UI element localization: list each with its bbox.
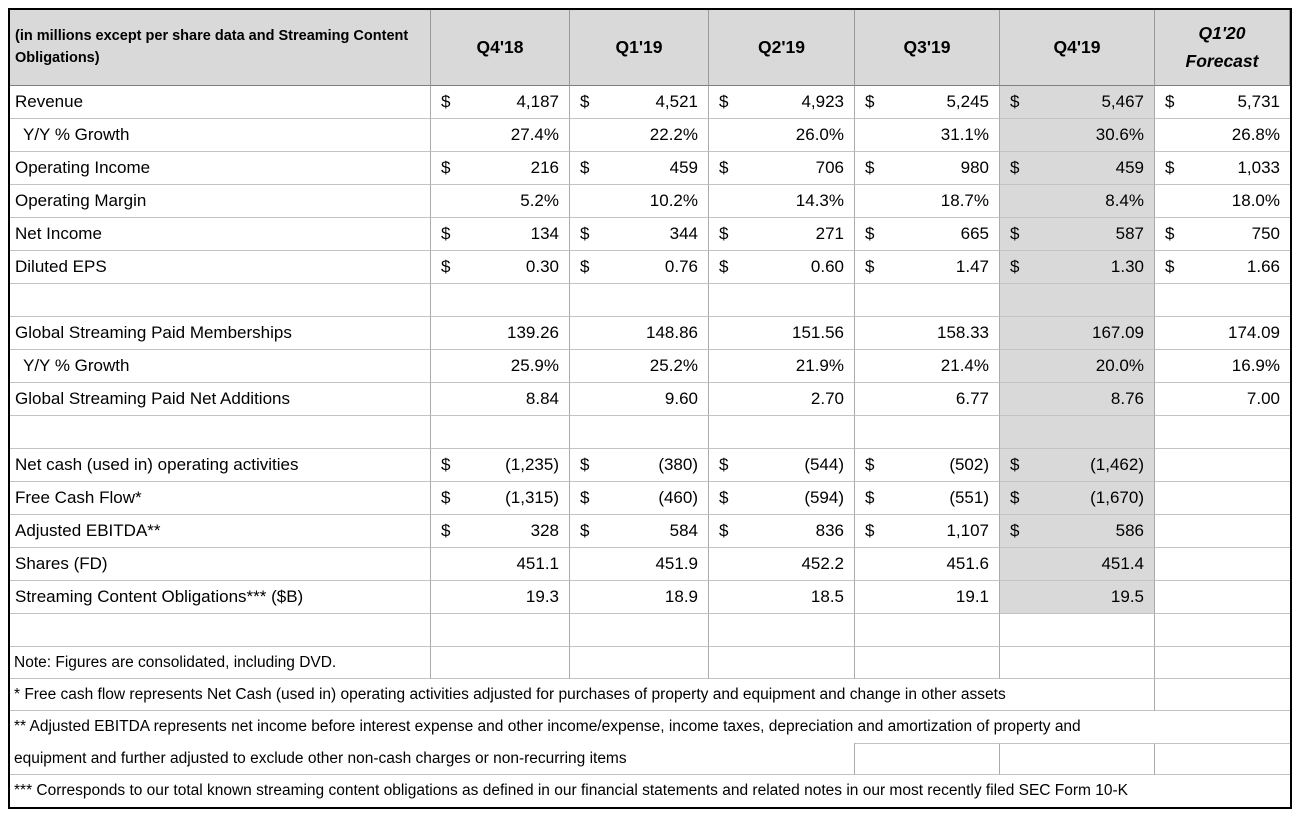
cell-value: 586 bbox=[1115, 521, 1144, 540]
cell bbox=[855, 350, 1000, 383]
row-label bbox=[10, 416, 431, 449]
cell-value: (380) bbox=[658, 455, 698, 474]
currency-symbol: $ bbox=[719, 455, 729, 474]
row-label: Revenue bbox=[10, 86, 431, 119]
cell bbox=[431, 449, 570, 482]
cell bbox=[1000, 152, 1155, 185]
currency-symbol: $ bbox=[719, 488, 729, 507]
cell-value: 8.84 bbox=[525, 389, 559, 408]
cell-value: 4,521 bbox=[655, 92, 698, 111]
row-adjusted-ebitda bbox=[10, 515, 1290, 548]
cell-value: 21.9% bbox=[795, 356, 844, 375]
cell bbox=[855, 218, 1000, 251]
cell bbox=[709, 482, 855, 515]
cell bbox=[855, 515, 1000, 548]
cell bbox=[431, 548, 570, 581]
cell bbox=[1155, 614, 1290, 647]
currency-symbol: $ bbox=[441, 257, 451, 276]
cell bbox=[1000, 251, 1155, 284]
forecast-word: Forecast bbox=[1185, 50, 1259, 71]
financial-table bbox=[8, 8, 1292, 809]
currency-symbol: $ bbox=[1165, 158, 1175, 177]
cell bbox=[855, 449, 1000, 482]
cell-value: 151.56 bbox=[792, 323, 844, 342]
cell bbox=[1155, 185, 1290, 218]
cell bbox=[855, 317, 1000, 350]
header-row bbox=[10, 10, 1290, 86]
cell bbox=[570, 119, 709, 152]
currency-symbol: $ bbox=[865, 224, 875, 243]
cell-value: 134 bbox=[530, 224, 559, 243]
cell-value: (1,462) bbox=[1090, 455, 1144, 474]
cell bbox=[855, 548, 1000, 581]
cell bbox=[1155, 449, 1290, 482]
currency-symbol: $ bbox=[1010, 455, 1020, 474]
cell bbox=[431, 185, 570, 218]
row-label: Net Income bbox=[10, 218, 431, 251]
column-header-q4-18: Q4'18 bbox=[431, 10, 570, 86]
cell bbox=[570, 152, 709, 185]
row-spacer bbox=[10, 416, 1290, 449]
row-label: Shares (FD) bbox=[10, 548, 431, 581]
cell bbox=[1155, 679, 1290, 711]
cell-value: 706 bbox=[815, 158, 844, 177]
cell-value: 26.0% bbox=[795, 125, 844, 144]
cell bbox=[431, 383, 570, 416]
cell bbox=[570, 185, 709, 218]
cell-value: (1,235) bbox=[505, 455, 559, 474]
note-text: Note: Figures are consolidated, including DVD. bbox=[10, 647, 431, 679]
footnote-adjusted-ebitda-line2 bbox=[10, 743, 1290, 775]
cell-value: 19.5 bbox=[1110, 587, 1144, 606]
note-consolidated bbox=[10, 647, 1290, 679]
cell-value: 31.1% bbox=[940, 125, 989, 144]
cell bbox=[1155, 647, 1290, 679]
row-label: Adjusted EBITDA** bbox=[10, 515, 431, 548]
currency-symbol: $ bbox=[865, 455, 875, 474]
cell bbox=[570, 515, 709, 548]
cell bbox=[431, 416, 570, 449]
row-label: Streaming Content Obligations*** ($B) bbox=[10, 581, 431, 614]
cell bbox=[431, 152, 570, 185]
cell bbox=[709, 218, 855, 251]
row-streaming-content-obligations bbox=[10, 581, 1290, 614]
cell bbox=[431, 647, 570, 679]
forecast-quarter: Q1'20 bbox=[1198, 23, 1246, 44]
cell-value: 8.76 bbox=[1110, 389, 1144, 408]
currency-symbol: $ bbox=[441, 224, 451, 243]
cell bbox=[431, 515, 570, 548]
cell-value: 587 bbox=[1115, 224, 1144, 243]
currency-symbol: $ bbox=[1165, 92, 1175, 111]
cell bbox=[709, 185, 855, 218]
cell-value: 174.09 bbox=[1228, 323, 1280, 342]
cell bbox=[570, 86, 709, 119]
row-diluted-eps bbox=[10, 251, 1290, 284]
cell-value: 1.47 bbox=[955, 257, 989, 276]
cell bbox=[1000, 647, 1155, 679]
cell-value: 148.86 bbox=[646, 323, 698, 342]
footnote-text: equipment and further adjusted to exclude other non-cash charges or non-recurring items bbox=[10, 743, 855, 775]
footnote-streaming-content-obligations bbox=[10, 775, 1290, 807]
cell-value: 5,467 bbox=[1101, 92, 1144, 111]
cell bbox=[855, 284, 1000, 317]
row-label: Net cash (used in) operating activities bbox=[10, 449, 431, 482]
currency-symbol: $ bbox=[719, 92, 729, 111]
cell bbox=[1000, 86, 1155, 119]
cell bbox=[855, 614, 1000, 647]
cell bbox=[855, 251, 1000, 284]
cell bbox=[709, 350, 855, 383]
cell-value: 836 bbox=[815, 521, 844, 540]
cell-value: 1.30 bbox=[1110, 257, 1144, 276]
row-label bbox=[10, 614, 431, 647]
footnote-text: ** Adjusted EBITDA represents net income before interest expense and other income/expense, income taxes, depreciation and amortization of property and bbox=[14, 718, 1081, 735]
row-label: Global Streaming Paid Memberships bbox=[10, 317, 431, 350]
cell bbox=[1000, 614, 1155, 647]
cell-value: (460) bbox=[658, 488, 698, 507]
row-label: Free Cash Flow* bbox=[10, 482, 431, 515]
cell bbox=[431, 581, 570, 614]
cell bbox=[1155, 515, 1290, 548]
cell bbox=[431, 482, 570, 515]
cell bbox=[1155, 743, 1290, 775]
currency-symbol: $ bbox=[441, 455, 451, 474]
cell bbox=[1155, 251, 1290, 284]
row-label: Y/Y % Growth bbox=[10, 119, 431, 152]
cell-value: 0.60 bbox=[810, 257, 844, 276]
cell-value: 271 bbox=[815, 224, 844, 243]
column-header-q1-19: Q1'19 bbox=[570, 10, 709, 86]
cell-value: 5,245 bbox=[946, 92, 989, 111]
cell-value: 2.70 bbox=[810, 389, 844, 408]
cell-value: (594) bbox=[804, 488, 844, 507]
cell-value: 19.3 bbox=[525, 587, 559, 606]
currency-symbol: $ bbox=[1010, 92, 1020, 111]
row-memberships bbox=[10, 317, 1290, 350]
cell-value: 8.4% bbox=[1105, 191, 1144, 210]
cell bbox=[1155, 350, 1290, 383]
cell-value: 750 bbox=[1251, 224, 1280, 243]
cell bbox=[570, 317, 709, 350]
currency-symbol: $ bbox=[865, 158, 875, 177]
cell bbox=[431, 251, 570, 284]
cell-value: 344 bbox=[669, 224, 698, 243]
cell-value: 584 bbox=[669, 521, 698, 540]
cell bbox=[431, 350, 570, 383]
currency-symbol: $ bbox=[1010, 158, 1020, 177]
cell-value: 22.2% bbox=[649, 125, 698, 144]
cell bbox=[855, 152, 1000, 185]
cell bbox=[570, 218, 709, 251]
cell bbox=[855, 119, 1000, 152]
cell bbox=[1000, 284, 1155, 317]
cell bbox=[1155, 383, 1290, 416]
row-revenue bbox=[10, 86, 1290, 119]
row-memberships-growth bbox=[10, 350, 1290, 383]
cell bbox=[1000, 449, 1155, 482]
cell-value: 5,731 bbox=[1237, 92, 1280, 111]
cell bbox=[570, 548, 709, 581]
cell bbox=[1155, 152, 1290, 185]
currency-symbol: $ bbox=[441, 521, 451, 540]
cell-value: 459 bbox=[669, 158, 698, 177]
cell bbox=[709, 119, 855, 152]
row-spacer bbox=[10, 284, 1290, 317]
row-revenue-growth bbox=[10, 119, 1290, 152]
cell bbox=[709, 449, 855, 482]
cell bbox=[709, 515, 855, 548]
currency-symbol: $ bbox=[1165, 224, 1175, 243]
row-spacer bbox=[10, 614, 1290, 647]
cell-value: 5.2% bbox=[520, 191, 559, 210]
cell-value: 21.4% bbox=[940, 356, 989, 375]
cell bbox=[1000, 482, 1155, 515]
cell-value: (502) bbox=[949, 455, 989, 474]
cell-value: 30.6% bbox=[1095, 125, 1144, 144]
cell bbox=[709, 152, 855, 185]
cell-value: 665 bbox=[960, 224, 989, 243]
cell bbox=[570, 416, 709, 449]
cell bbox=[855, 743, 1000, 775]
cell bbox=[855, 185, 1000, 218]
cell-value: 18.9 bbox=[664, 587, 698, 606]
cell-value: 328 bbox=[530, 521, 559, 540]
cell-value: 1,033 bbox=[1237, 158, 1280, 177]
cell bbox=[570, 449, 709, 482]
cell bbox=[855, 647, 1000, 679]
cell bbox=[570, 251, 709, 284]
cell-value: 20.0% bbox=[1095, 356, 1144, 375]
cell bbox=[855, 86, 1000, 119]
cell bbox=[431, 317, 570, 350]
cell bbox=[431, 284, 570, 317]
cell-value: 451.1 bbox=[516, 554, 559, 573]
cell bbox=[570, 614, 709, 647]
cell bbox=[1155, 119, 1290, 152]
unit-note: (in millions except per share data and Streaming Content Obligations) bbox=[10, 10, 431, 86]
cell bbox=[570, 284, 709, 317]
cell bbox=[709, 581, 855, 614]
currency-symbol: $ bbox=[580, 158, 590, 177]
cell-value: 18.0% bbox=[1231, 191, 1280, 210]
cell bbox=[709, 647, 855, 679]
column-header-q3-19: Q3'19 bbox=[855, 10, 1000, 86]
cell-value: (544) bbox=[804, 455, 844, 474]
cell bbox=[570, 647, 709, 679]
cell-value: 216 bbox=[530, 158, 559, 177]
currency-symbol: $ bbox=[865, 92, 875, 111]
cell bbox=[431, 614, 570, 647]
currency-symbol: $ bbox=[719, 158, 729, 177]
cell-value: 19.1 bbox=[955, 587, 989, 606]
footnote-text: * Free cash flow represents Net Cash (used in) operating activities adjusted for purchases of property and equipment and change in other assets bbox=[10, 679, 1155, 711]
cell-value: (1,670) bbox=[1090, 488, 1144, 507]
cell-value: 25.2% bbox=[649, 356, 698, 375]
footnote-free-cash-flow bbox=[10, 679, 1290, 711]
cell-value: 18.5 bbox=[810, 587, 844, 606]
cell bbox=[855, 482, 1000, 515]
cell-value: 451.9 bbox=[655, 554, 698, 573]
cell bbox=[1000, 581, 1155, 614]
cell bbox=[1000, 383, 1155, 416]
cell bbox=[570, 581, 709, 614]
cell bbox=[1155, 86, 1290, 119]
cell bbox=[1000, 743, 1155, 775]
cell bbox=[1155, 548, 1290, 581]
currency-symbol: $ bbox=[1165, 257, 1175, 276]
cell-value: 7.00 bbox=[1246, 389, 1280, 408]
cell bbox=[1000, 350, 1155, 383]
cell-value: 25.9% bbox=[510, 356, 559, 375]
cell bbox=[1155, 482, 1290, 515]
cell bbox=[855, 383, 1000, 416]
cell-value: 6.77 bbox=[955, 389, 989, 408]
cell bbox=[855, 581, 1000, 614]
currency-symbol: $ bbox=[865, 488, 875, 507]
cell bbox=[709, 251, 855, 284]
row-label: Operating Margin bbox=[10, 185, 431, 218]
currency-symbol: $ bbox=[719, 521, 729, 540]
row-label: Global Streaming Paid Net Additions bbox=[10, 383, 431, 416]
cell-value: 158.33 bbox=[937, 323, 989, 342]
cell-value: 14.3% bbox=[795, 191, 844, 210]
currency-symbol: $ bbox=[580, 224, 590, 243]
cell bbox=[1000, 218, 1155, 251]
cell-value: 167.09 bbox=[1092, 323, 1144, 342]
currency-symbol: $ bbox=[441, 488, 451, 507]
currency-symbol: $ bbox=[580, 455, 590, 474]
cell-value: 0.30 bbox=[525, 257, 559, 276]
cell bbox=[709, 548, 855, 581]
currency-symbol: $ bbox=[580, 257, 590, 276]
cell-value: 4,923 bbox=[801, 92, 844, 111]
cell-value: (551) bbox=[949, 488, 989, 507]
currency-symbol: $ bbox=[580, 521, 590, 540]
cell bbox=[709, 383, 855, 416]
cell bbox=[570, 482, 709, 515]
cell-value: 1,107 bbox=[946, 521, 989, 540]
cell bbox=[1000, 548, 1155, 581]
cell bbox=[431, 119, 570, 152]
cell bbox=[1000, 515, 1155, 548]
row-net-cash-operating bbox=[10, 449, 1290, 482]
cell-value: 0.76 bbox=[664, 257, 698, 276]
cell bbox=[1000, 185, 1155, 218]
row-net-income bbox=[10, 218, 1290, 251]
currency-symbol: $ bbox=[1010, 488, 1020, 507]
cell bbox=[855, 416, 1000, 449]
cell bbox=[431, 218, 570, 251]
row-label bbox=[10, 284, 431, 317]
row-operating-margin bbox=[10, 185, 1290, 218]
column-header-q1-20-forecast bbox=[1155, 10, 1290, 86]
column-header-q4-19: Q4'19 bbox=[1000, 10, 1155, 86]
cell-value: 16.9% bbox=[1231, 356, 1280, 375]
row-label: Operating Income bbox=[10, 152, 431, 185]
cell bbox=[709, 284, 855, 317]
cell-value: 27.4% bbox=[510, 125, 559, 144]
cell bbox=[1155, 284, 1290, 317]
cell-value: 18.7% bbox=[940, 191, 989, 210]
cell bbox=[1000, 317, 1155, 350]
cell bbox=[709, 317, 855, 350]
cell bbox=[570, 350, 709, 383]
cell bbox=[570, 383, 709, 416]
cell-value: 26.8% bbox=[1231, 125, 1280, 144]
cell-value: 9.60 bbox=[664, 389, 698, 408]
currency-symbol: $ bbox=[580, 488, 590, 507]
cell-value: 10.2% bbox=[649, 191, 698, 210]
cell-value: 452.2 bbox=[801, 554, 844, 573]
cell-value: 451.4 bbox=[1101, 554, 1144, 573]
financial-results-table-container bbox=[8, 8, 1290, 809]
cell-value: 459 bbox=[1115, 158, 1144, 177]
row-label: Y/Y % Growth bbox=[10, 350, 431, 383]
cell bbox=[709, 416, 855, 449]
currency-symbol: $ bbox=[1010, 257, 1020, 276]
cell bbox=[1155, 218, 1290, 251]
footnote-adjusted-ebitda-line1 bbox=[10, 711, 1290, 743]
row-shares-fd bbox=[10, 548, 1290, 581]
cell bbox=[1155, 416, 1290, 449]
cell bbox=[1155, 317, 1290, 350]
currency-symbol: $ bbox=[1010, 521, 1020, 540]
cell bbox=[1155, 581, 1290, 614]
currency-symbol: $ bbox=[719, 224, 729, 243]
cell bbox=[709, 86, 855, 119]
currency-symbol: $ bbox=[580, 92, 590, 111]
footnote-text: *** Corresponds to our total known streaming content obligations as defined in our financial statements and related notes in our most recently filed SEC Form 10-K bbox=[14, 782, 1129, 799]
cell-value: (1,315) bbox=[505, 488, 559, 507]
column-header-q2-19: Q2'19 bbox=[709, 10, 855, 86]
cell-value: 451.6 bbox=[946, 554, 989, 573]
currency-symbol: $ bbox=[719, 257, 729, 276]
currency-symbol: $ bbox=[865, 521, 875, 540]
cell-value: 139.26 bbox=[507, 323, 559, 342]
cell-value: 4,187 bbox=[516, 92, 559, 111]
row-free-cash-flow bbox=[10, 482, 1290, 515]
cell bbox=[431, 86, 570, 119]
cell bbox=[1000, 119, 1155, 152]
currency-symbol: $ bbox=[441, 158, 451, 177]
currency-symbol: $ bbox=[865, 257, 875, 276]
row-label: Diluted EPS bbox=[10, 251, 431, 284]
cell bbox=[709, 614, 855, 647]
row-net-additions bbox=[10, 383, 1290, 416]
cell-value: 980 bbox=[960, 158, 989, 177]
cell-value: 1.66 bbox=[1246, 257, 1280, 276]
currency-symbol: $ bbox=[441, 92, 451, 111]
row-operating-income bbox=[10, 152, 1290, 185]
cell bbox=[1000, 416, 1155, 449]
currency-symbol: $ bbox=[1010, 224, 1020, 243]
